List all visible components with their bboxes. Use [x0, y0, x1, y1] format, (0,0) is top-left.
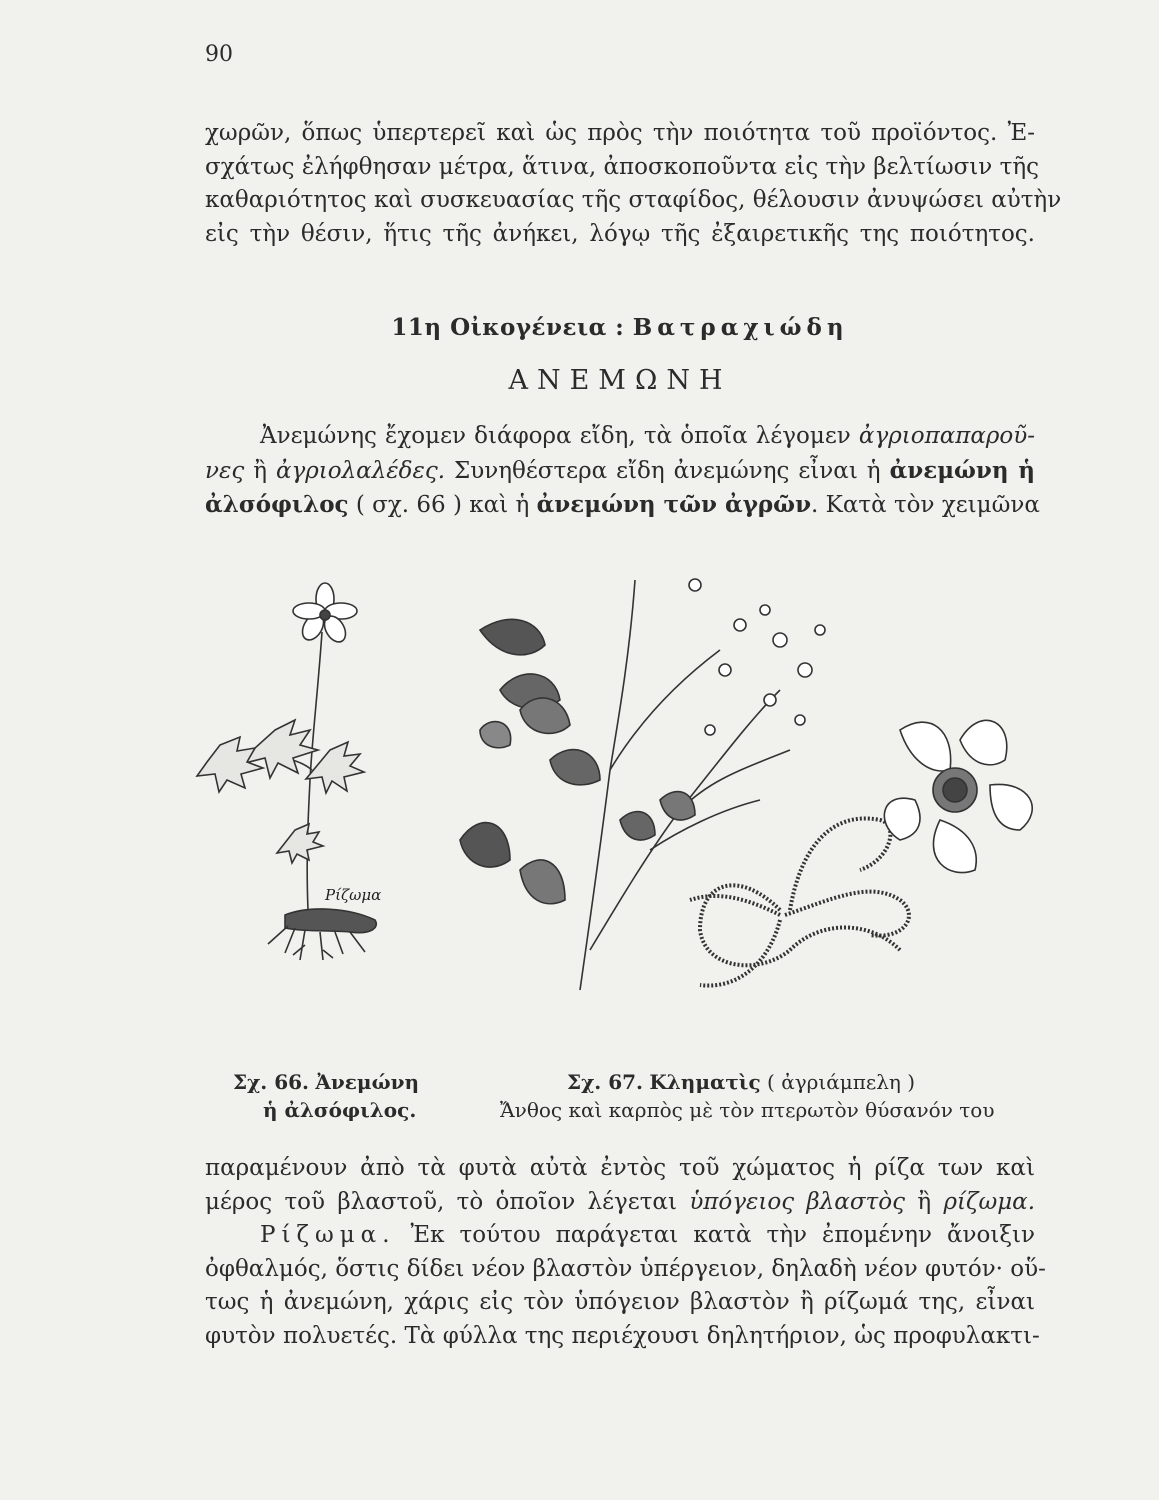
figure-66-name-cont: ἡ ἀλσόφιλος. [263, 1098, 417, 1122]
text-line: τως ἡ ἀνεμώνη, χάρις εἰς τὸν ὑπόγειον βλαστὸν ἢ ρίζωμά της, εἶναι [205, 1289, 1035, 1315]
family-heading-name: Βατραχιώδη [632, 314, 849, 341]
rhizome-label: Ρίζωμα [325, 886, 382, 904]
figure-66-caption [233, 1068, 493, 1124]
text-line: Ρίζωμα. Ἐκ τούτου παράγεται κατὰ τὴν ἐπομένην ἄνοιξιν [260, 1222, 1036, 1248]
paragraph-rhizome [205, 1152, 1046, 1353]
text-line: ὀφθαλμός, ὅστις δίδει νέον βλαστὸν ὑπέργειον, δηλαδὴ νέον φυτόν· οὕ- [205, 1255, 1046, 1282]
page-number: 90 [205, 42, 233, 67]
figure-66-name: Ἀνεμώνη [315, 1070, 420, 1094]
text-line: μέρος τοῦ βλαστοῦ, τὸ ὁποῖον λέγεται ὑπόγειος βλαστὸς ἢ ρίζωμα. [205, 1188, 1036, 1215]
genus-heading: ΑΝΕΜΩΝΗ [508, 365, 732, 396]
clematis-vine-drawing [460, 579, 909, 990]
text-line: χωρῶν, ὅπως ὑπερτερεῖ καὶ ὡς πρὸς τὴν ποιότητα τοῦ προϊόντος. Ἐ- [205, 120, 1035, 146]
paragraph-raisin [205, 117, 1062, 251]
family-heading [205, 314, 1035, 341]
text-line: παραμένουν ἀπὸ τὰ φυτὰ αὐτὰ ἐντὸς τοῦ χώματος ἡ ρίζα των καὶ [205, 1155, 1035, 1181]
text-line: ἀλσόφιλος ( σχ. 66 ) καὶ ἡ ἀνεμώνη τῶν ἀγρῶν. Κατὰ τὸν χειμῶνα [205, 491, 1040, 518]
text-line: νες ἢ ἀγριολαλέδες. Συνηθέστερα εἴδη ἀνεμώνης εἶναι ἡ ἀνεμώνη ἡ [205, 456, 1035, 484]
text-line: φυτὸν πολυετές. Τὰ φύλλα της περιέχουσι δηλητήριον, ὡς προφυλακτι- [205, 1322, 1040, 1349]
text-line: καθαριότητος καὶ συσκευασίας τῆς σταφίδος, θέλουσιν ἀνυψώσει αὐτὴν [205, 187, 1062, 213]
figure-67-caption [500, 1068, 1060, 1124]
clematis-flower-drawing [884, 720, 1032, 872]
figures-illustration [180, 570, 1040, 1000]
text-line: σχάτως ἐλήφθησαν μέτρα, ἅτινα, ἀποσκοποῦντα εἰς τὴν βελτίωσιν τῆς [205, 153, 1039, 180]
text-line: Ἀνεμώνης ἔχομεν διάφορα εἴδη, τὰ ὁποῖα λέγομεν ἀγριοπαπαροῦ- [260, 423, 1036, 449]
figure-67-common-name: ( ἀγριάμπελη ) [767, 1070, 916, 1094]
paragraph-anemone-intro [205, 420, 1040, 523]
text-line: εἰς τὴν θέσιν, ἥτις τῆς ἀνήκει, λόγῳ τῆς ἐξαιρετικῆς της ποιότητος. [205, 220, 1035, 247]
figure-67-name: Κληματὶς [649, 1070, 761, 1094]
figure-67-description: Ἄνθος καὶ καρπὸς μὲ τὸν πτερωτὸν θύσανόν του [500, 1098, 995, 1122]
figure-67-number: Σχ. 67. [567, 1070, 644, 1094]
figure-66-number: Σχ. 66. [233, 1070, 310, 1094]
family-heading-prefix: 11η Οἰκογένεια : [391, 314, 633, 341]
